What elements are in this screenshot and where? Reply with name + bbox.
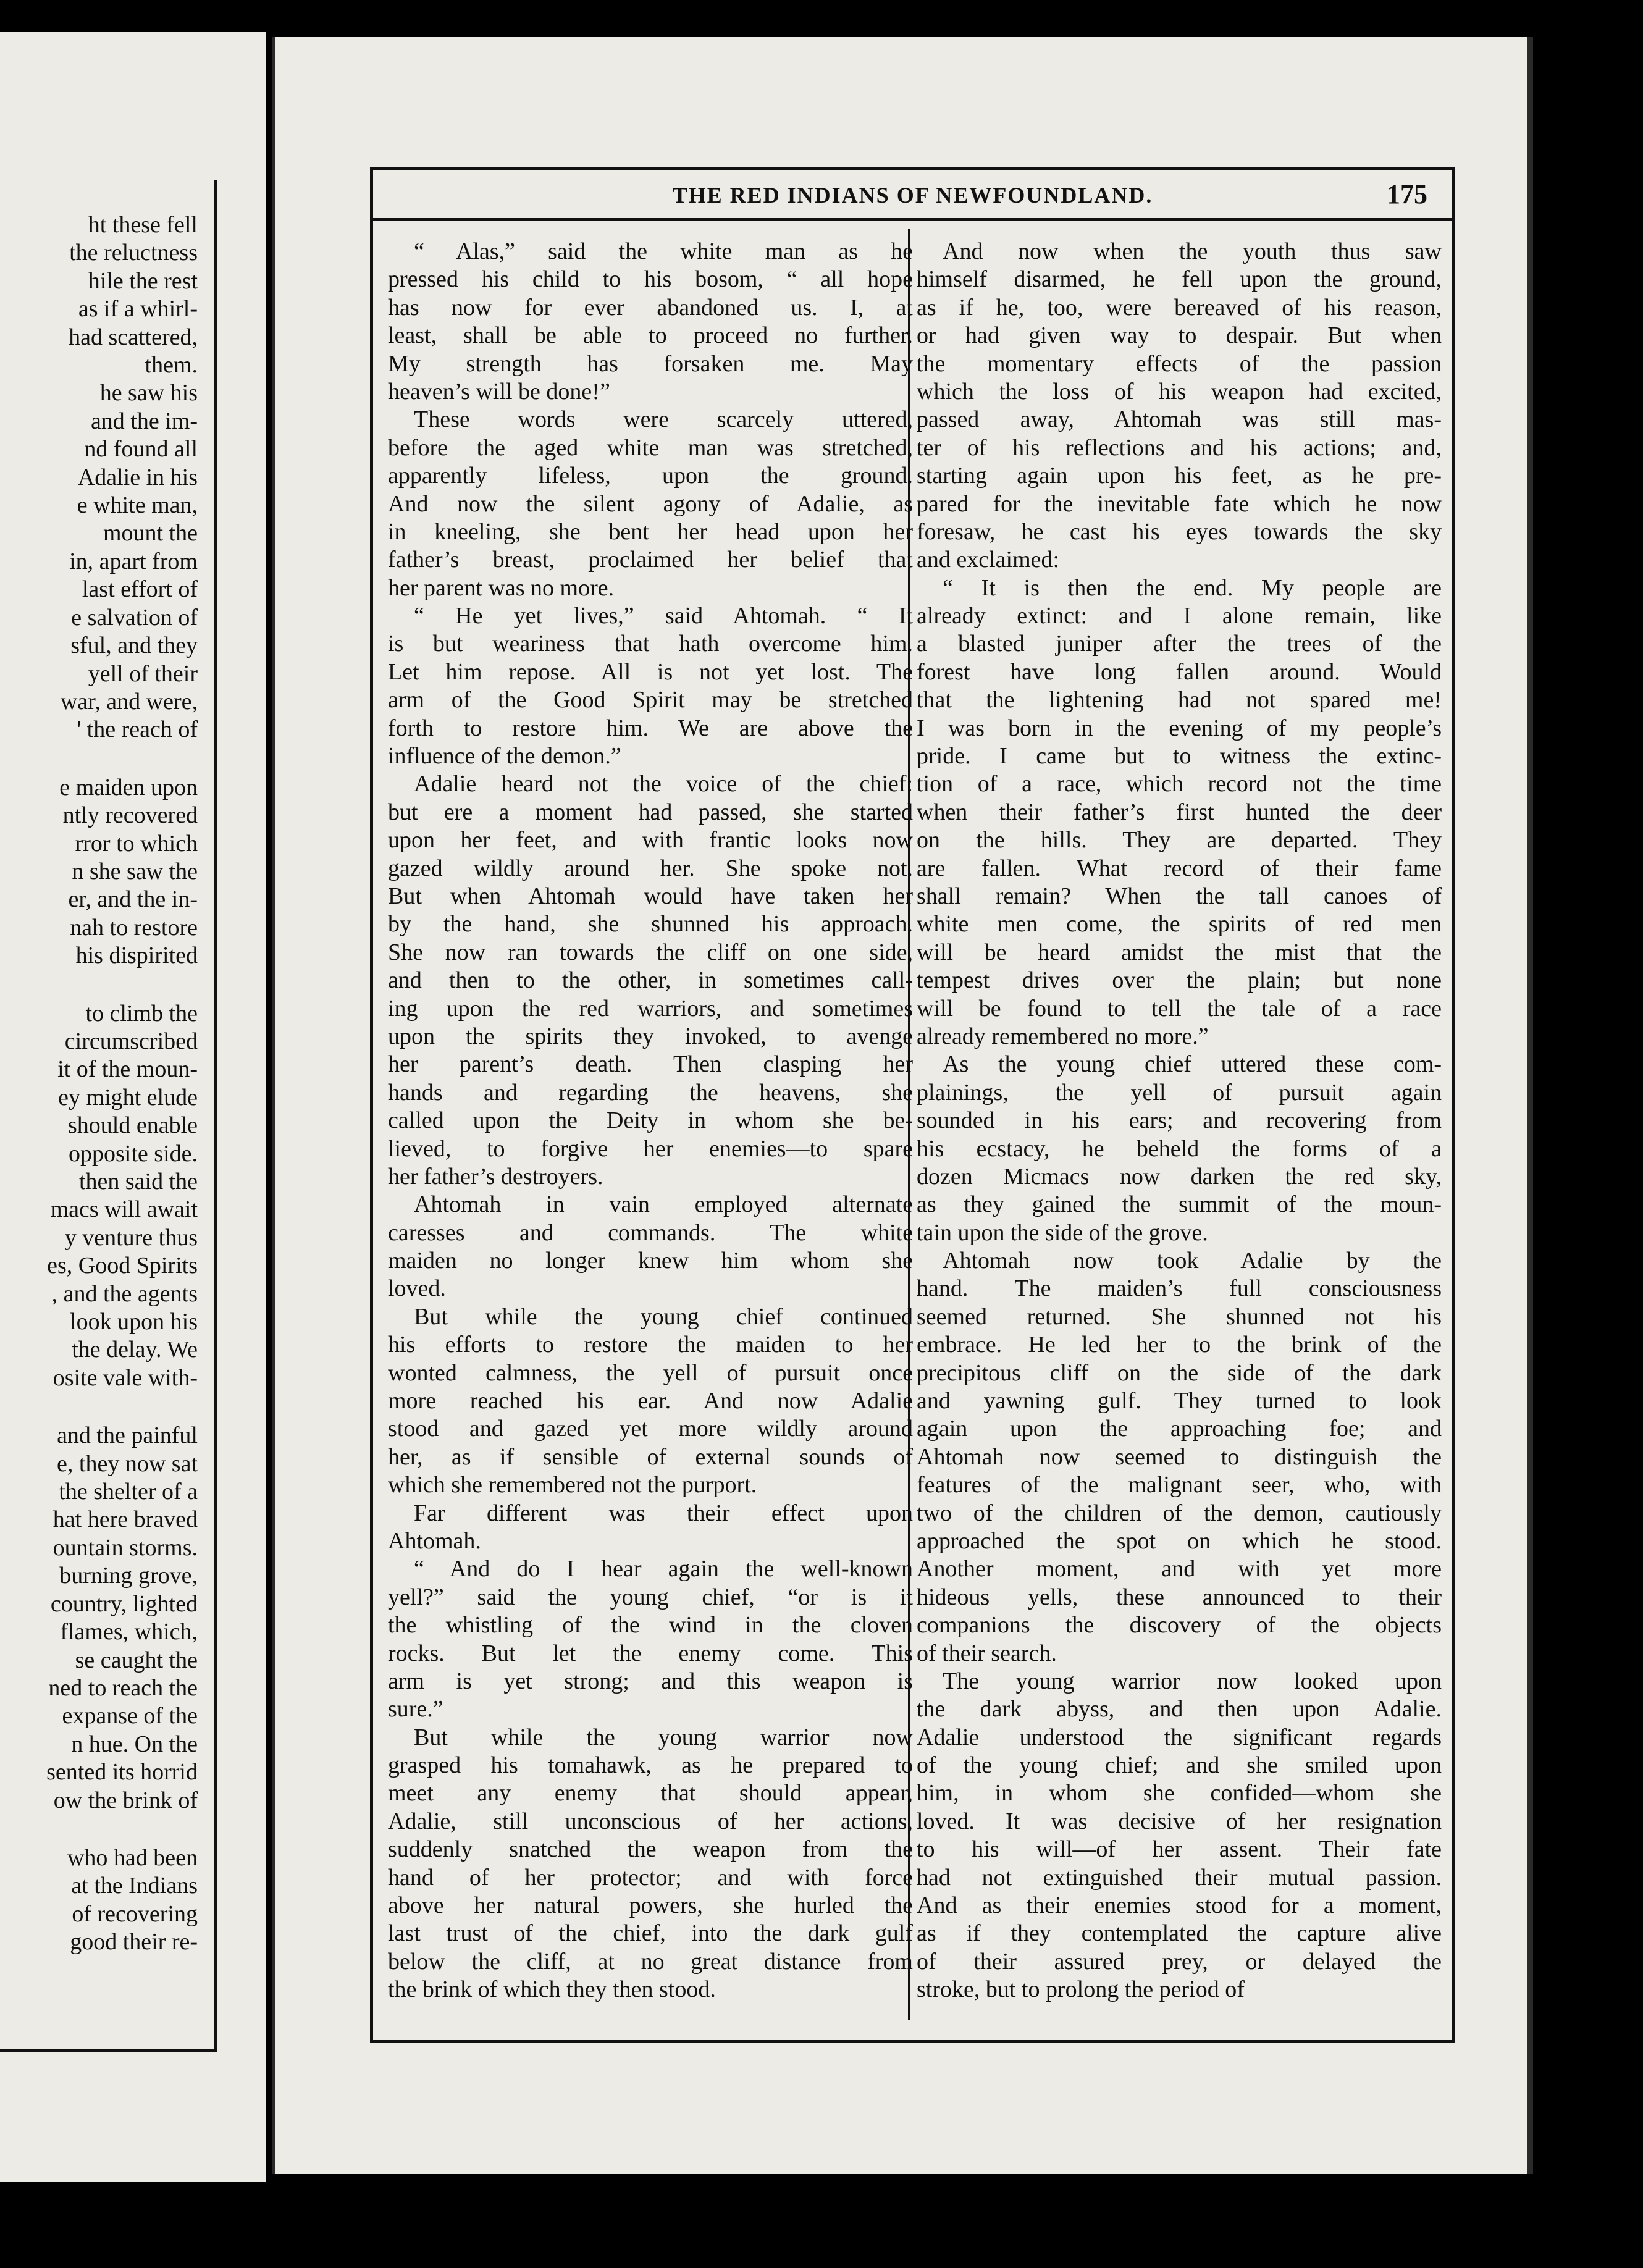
text-line: he saw his	[99, 380, 198, 406]
text-line: “ Alas,” said the white man as he	[414, 238, 913, 264]
text-line: suddenly snatched the weapon from the	[388, 1836, 913, 1863]
running-title: THE RED INDIANS OF NEWFOUNDLAND.	[672, 183, 1153, 208]
text-line: himself disarmed, he fell upon the ground,	[917, 266, 1442, 293]
book-page	[272, 37, 1533, 2174]
text-line: pared for the inevitable fate which he now	[917, 490, 1442, 517]
text-line: sful, and they	[70, 632, 198, 659]
text-line: Far different was their effect upon	[414, 1500, 913, 1526]
text-line: tempest drives over the plain; but none	[917, 967, 1442, 994]
text-line: Let him repose. All is not yet lost. The	[388, 658, 913, 685]
text-line: upon her feet, and with frantic looks now	[388, 827, 913, 854]
paragraph	[388, 1724, 913, 2004]
text-line: pride. I came but to witness the extinc-	[917, 743, 1442, 770]
text-line: maiden no longer knew him whom she	[388, 1248, 913, 1274]
text-line: forth to restore him. We are above the	[388, 715, 913, 741]
text-line: features of the malignant seer, who, with	[917, 1472, 1442, 1498]
text-line: more reached his ear. And now Adalie	[388, 1388, 913, 1414]
text-line: y venture thus	[64, 1224, 198, 1251]
text-line: As the young chief uttered these com-	[943, 1051, 1442, 1078]
text-line: caresses and commands. The white	[388, 1219, 913, 1246]
text-line: had scattered,	[69, 324, 198, 350]
text-line: precipitous cliff on the side of the dark	[917, 1359, 1442, 1386]
text-line: hands and regarding the heavens, she	[388, 1079, 913, 1106]
text-line: him, in whom she confided—whom she	[917, 1780, 1442, 1807]
text-line: last effort of	[82, 576, 198, 603]
text-line: as if he, too, were bereaved of his reason,	[917, 294, 1442, 321]
paragraph	[388, 406, 913, 602]
text-line: e, they now sat	[57, 1450, 198, 1477]
text-line: called upon the Deity in whom she be-	[388, 1107, 913, 1134]
text-line: rror to which	[75, 830, 198, 857]
text-line: but ere a moment had passed, she started	[388, 799, 913, 825]
text-line: by the hand, she shunned his approach.	[388, 911, 913, 938]
text-line: has now for ever abandoned us. I, at	[388, 294, 913, 321]
text-line: white men come, the spirits of red men	[917, 911, 1442, 938]
text-line: companions the discovery of the objects	[917, 1612, 1442, 1639]
text-line: as if they contemplated the capture alive	[917, 1920, 1442, 1947]
text-line: ht these fell	[88, 212, 198, 238]
text-line: burning grove,	[59, 1563, 198, 1589]
text-line: hat here braved	[53, 1506, 198, 1533]
text-line: is but weariness that hath overcome him.	[388, 631, 913, 657]
text-line: tion of a race, which record not the time	[917, 771, 1442, 797]
paragraph-gap	[0, 970, 198, 1000]
text-line: Adalie understood the significant regards	[917, 1724, 1442, 1750]
text-line: war, and were,	[60, 688, 198, 715]
text-line: e white man,	[77, 492, 198, 519]
text-line: hand of her protector; and with force	[388, 1864, 913, 1891]
text-line: which the loss of his weapon had excited,	[917, 378, 1442, 405]
text-line: “ It is then the end. My people are	[943, 574, 1442, 601]
text-line: e maiden upon	[59, 774, 198, 800]
text-line: loved.	[388, 1275, 446, 1302]
text-line: meet any enemy that should appear,	[388, 1780, 913, 1807]
text-line: ned to reach the	[48, 1674, 198, 1701]
text-line: I was born in the evening of my people’s	[917, 715, 1442, 741]
text-line: forest have long fallen around. Would	[917, 658, 1442, 685]
text-line: the reluctness	[69, 240, 198, 266]
text-line: last trust of the chief, into the dark gulf	[388, 1920, 913, 1947]
text-line: Adalie, still unconscious of her actions,	[388, 1808, 913, 1834]
text-line: hand. The maiden’s full consciousness	[917, 1275, 1442, 1302]
text-line: the shelter of a	[59, 1479, 198, 1505]
text-line: macs will await	[50, 1196, 198, 1223]
text-line: arm of the Good Spirit may be stretched	[388, 687, 913, 713]
page-frame	[370, 167, 1455, 2043]
text-line: below the cliff, at no great distance from	[388, 1948, 913, 1975]
text-line: ow the brink of	[53, 1787, 198, 1813]
text-line: tain upon the side of the grove.	[917, 1219, 1208, 1246]
text-line: rocks. But let the enemy come. This	[388, 1640, 913, 1666]
text-line: should enable	[67, 1112, 198, 1139]
text-line: e salvation of	[71, 604, 198, 631]
text-line: of recovering	[72, 1900, 198, 1927]
text-line: it of the moun-	[57, 1056, 198, 1083]
text-line: passed away, Ahtomah was still mas-	[917, 406, 1442, 433]
paragraph	[388, 1191, 913, 1303]
text-line: And now when the youth thus saw	[943, 238, 1442, 264]
text-line: the delay. We	[72, 1337, 198, 1363]
text-line: Ahtomah now took Adalie by the	[943, 1248, 1442, 1274]
text-line: n she saw the	[72, 858, 198, 884]
text-line: and exclaimed:	[917, 547, 1060, 573]
text-line: who had been	[67, 1844, 198, 1871]
running-head	[373, 178, 1452, 216]
text-line: his efforts to restore the maiden to her	[388, 1332, 913, 1358]
text-line: look upon his	[70, 1309, 198, 1335]
text-line: that the lightening had not spared me!	[917, 687, 1442, 713]
text-line: But while the young chief continued	[414, 1303, 913, 1330]
text-line: will be found to tell the tale of a race	[917, 995, 1442, 1022]
paragraph	[388, 770, 913, 1191]
text-line: her, as if sensible of external sounds of	[388, 1443, 913, 1470]
paragraph	[917, 1668, 1442, 2004]
text-line: foresaw, he cast his eyes towards the sky	[917, 518, 1442, 545]
text-line: These words were scarcely uttered,	[414, 406, 913, 433]
text-line: heaven’s will be done!”	[388, 378, 610, 405]
text-line: yell of their	[88, 660, 198, 687]
text-line: her parent’s death. Then clasping her	[388, 1051, 913, 1078]
text-line: influence of the demon.”	[388, 743, 621, 770]
text-line: and then to the other, in sometimes call-	[388, 967, 913, 994]
paragraph	[917, 574, 1442, 1051]
text-line: se caught the	[75, 1647, 198, 1673]
text-line: sounded in his ears; and recovering from	[917, 1107, 1442, 1134]
text-line: on the hills. They are departed. They	[917, 827, 1442, 854]
text-line: least, shall be able to proceed no further.	[388, 322, 913, 349]
text-line: again upon the approaching foe; and	[917, 1416, 1442, 1442]
text-line: She now ran towards the cliff on one side,	[388, 939, 913, 965]
text-line: er, and the in-	[68, 886, 198, 913]
text-line: already extinct: and I alone remain, like	[917, 603, 1442, 629]
text-line: arm is yet strong; and this weapon is	[388, 1668, 913, 1694]
text-line: , and the agents	[51, 1280, 198, 1307]
text-line: seemed returned. She shunned not his	[917, 1303, 1442, 1330]
text-line: his dispirited	[75, 943, 198, 969]
text-line: the dark abyss, and then upon Adalie.	[917, 1696, 1442, 1723]
text-line: her father’s destroyers.	[388, 1163, 603, 1190]
text-line: her parent was no more.	[388, 574, 615, 601]
text-line: the brink of which they then stood.	[388, 1976, 716, 2003]
text-line: opposite side.	[69, 1140, 198, 1167]
text-line: sure.”	[388, 1696, 443, 1723]
text-line: ountain storms.	[53, 1534, 198, 1561]
text-line: ing upon the red warriors, and sometimes	[388, 995, 913, 1022]
text-line: plainings, the yell of pursuit again	[917, 1079, 1442, 1106]
text-line: them.	[145, 352, 198, 379]
text-line: starting again upon his feet, as he pre-	[917, 463, 1442, 489]
text-line: Another moment, and with yet more	[917, 1556, 1442, 1582]
paragraph	[917, 238, 1442, 574]
text-line: stood and gazed yet more wildly around	[388, 1416, 913, 1442]
text-line: nd found all	[84, 436, 198, 463]
text-line: sented its horrid	[46, 1759, 198, 1786]
text-line: lieved, to forgive her enemies—to spare	[388, 1135, 913, 1162]
text-line: above her natural powers, she hurled the	[388, 1892, 913, 1919]
text-line: to his will—of her assent. Their fate	[917, 1836, 1442, 1863]
text-line: and the painful	[57, 1422, 198, 1449]
text-line: as they gained the summit of the moun-	[917, 1191, 1442, 1218]
text-line: Ahtomah in vain employed alternate	[414, 1191, 913, 1218]
text-line: Adalie in his	[77, 464, 198, 490]
text-line: ntly recovered	[62, 802, 198, 829]
text-line: shall remain? When the tall canoes of	[917, 883, 1442, 909]
text-line: when their father’s first hunted the deer	[917, 799, 1442, 825]
text-line: The young warrior now looked upon	[943, 1668, 1442, 1694]
text-line: are fallen. What record of their fame	[917, 855, 1442, 881]
text-line: gazed wildly around her. She spoke not.	[388, 855, 913, 881]
previous-page-column	[0, 211, 198, 1957]
text-line: stroke, but to prolong the period of	[917, 1976, 1245, 2003]
paragraph	[388, 238, 913, 406]
text-line: “ And do I hear again the well-known	[414, 1556, 913, 1582]
paragraph	[917, 1051, 1442, 1247]
text-line: already remembered no more.”	[917, 1023, 1209, 1049]
text-line: circumscribed	[64, 1028, 198, 1054]
text-line: embrace. He led her to the brink of the	[917, 1332, 1442, 1358]
text-line: and the im-	[90, 408, 198, 434]
text-line: of the young chief; and she smiled upon	[917, 1752, 1442, 1779]
text-line: a blasted juniper after the trees of the	[917, 631, 1442, 657]
text-line: And now the silent agony of Adalie, as	[388, 490, 913, 517]
text-line: as if a whirl-	[78, 296, 198, 322]
text-line: to climb the	[85, 1000, 198, 1027]
text-line: in kneeling, she bent her head upon her	[388, 518, 913, 545]
text-line: father’s breast, proclaimed her belief that	[388, 547, 913, 573]
text-line: approached the spot on which he stood.	[917, 1527, 1442, 1554]
text-line: And as their enemies stood for a moment,	[917, 1892, 1442, 1919]
text-line: “ He yet lives,” said Ahtomah. “ It	[414, 603, 913, 629]
text-line: pressed his child to his bosom, “ all hope	[388, 266, 913, 293]
text-line: upon the spirits they invoked, to avenge	[388, 1023, 913, 1049]
text-line: mount the	[103, 520, 198, 547]
paragraph	[388, 1303, 913, 1500]
paragraph	[388, 1555, 913, 1723]
text-line: Adalie heard not the voice of the chief:	[414, 771, 913, 797]
paragraph-gap	[0, 744, 198, 774]
text-line: But while the young warrior now	[414, 1724, 913, 1750]
text-line: loved. It was decisive of her resignation	[917, 1808, 1442, 1834]
text-line: which she remembered not the purport.	[388, 1472, 757, 1498]
text-line: his ecstacy, he beheld the forms of a	[917, 1135, 1442, 1162]
text-line: flames, which,	[60, 1619, 198, 1645]
paragraph-gap	[0, 1815, 198, 1844]
text-line: grasped his tomahawk, as he prepared to	[388, 1752, 913, 1779]
text-line: wonted calmness, the yell of pursuit once	[388, 1359, 913, 1386]
text-line: n hue. On the	[71, 1731, 198, 1757]
text-line: But when Ahtomah would have taken her	[388, 883, 913, 909]
text-line: apparently lifeless, upon the ground.	[388, 463, 913, 489]
text-column-right	[917, 238, 1442, 2004]
text-line: had not extinguished their mutual passion.	[917, 1864, 1442, 1891]
text-line: nah to restore	[70, 914, 198, 941]
previous-page-border-right	[214, 180, 217, 2052]
text-line: at the Indians	[71, 1873, 198, 1899]
paragraph-gap	[0, 1392, 198, 1422]
text-line: ey might elude	[58, 1084, 198, 1111]
text-line: and yawning gulf. They turned to look	[917, 1388, 1442, 1414]
text-line: My strength has forsaken me. May	[388, 350, 913, 377]
text-line: yell?” said the young chief, “or is it	[388, 1584, 913, 1610]
text-line: the momentary effects of the passion	[917, 350, 1442, 377]
text-line: or had given way to despair. But when	[917, 322, 1442, 349]
text-line: osite vale with-	[53, 1364, 198, 1391]
text-line: before the aged white man was stretched,	[388, 434, 913, 461]
text-line: the whistling of the wind in the cloven	[388, 1612, 913, 1639]
text-line: hile the rest	[88, 267, 198, 294]
paragraph	[388, 602, 913, 770]
text-line: country, lighted	[50, 1590, 198, 1617]
text-line: then said the	[78, 1169, 198, 1195]
text-line: good their re-	[70, 1929, 198, 1955]
text-line: in, apart from	[69, 548, 198, 574]
text-line: will be heard amidst the mist that the	[917, 939, 1442, 965]
text-line: of their search.	[917, 1640, 1057, 1666]
paragraph	[388, 1500, 913, 1556]
text-column-left	[388, 238, 913, 2004]
text-line: hideous yells, these announced to their	[917, 1584, 1442, 1610]
text-line: ter of his reflections and his actions; and,	[917, 434, 1442, 461]
text-line: es, Good Spirits	[47, 1253, 198, 1279]
text-line: expanse of the	[62, 1703, 198, 1729]
previous-page-border-bottom	[0, 2049, 217, 2052]
text-line: dozen Micmacs now darken the red sky,	[917, 1163, 1442, 1190]
paragraph	[917, 1247, 1442, 1668]
text-line: ' the reach of	[77, 716, 198, 743]
text-line: Ahtomah now seemed to distinguish the	[917, 1443, 1442, 1470]
previous-page-fragment	[0, 32, 266, 2182]
header-rule	[373, 218, 1452, 220]
text-line: of their assured prey, or delayed the	[917, 1948, 1442, 1975]
page-number: 175	[1387, 179, 1427, 209]
text-line: two of the children of the demon, cautiously	[917, 1500, 1442, 1526]
text-line: Ahtomah.	[388, 1527, 481, 1554]
